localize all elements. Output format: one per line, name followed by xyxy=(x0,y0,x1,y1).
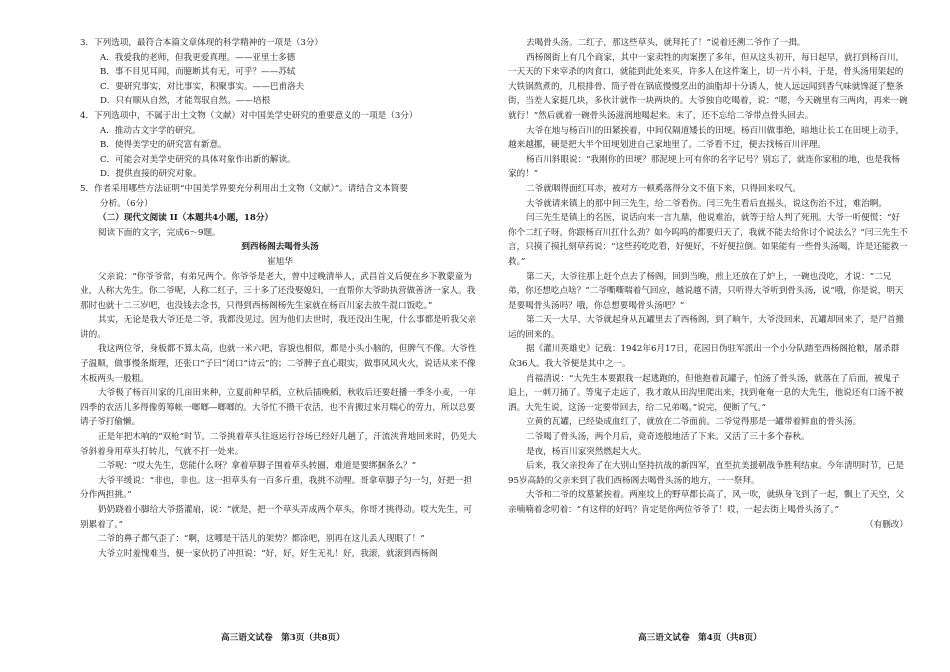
story-paragraph: 二爷就咽得面红耳赤，被对方一顿奚落得分文不值下来，只得回来叹气。 xyxy=(526,183,802,194)
question-5-line-1: 5．作者采用哪些方法证明“中国美学界要充分利用出土文物（文献）”。请结合文本简要 xyxy=(80,183,408,194)
section-heading: （二）现代文阅读 II（本题共4小题，18分） xyxy=(98,213,274,224)
question-4-option-c: C．可能会对美学史研究的具体对象作出新的解读。 xyxy=(100,154,296,165)
story-paragraph: 奶奶跷着小脚给大爷搭灌扇，说：“就是，把一个草头弄成两个草头，你哥才挑得动。哎大先生，可别累着了。” xyxy=(80,505,472,530)
story-paragraph: 正是年把木响的“双枪”时节。二爷挑着草头往返运行谷场已经好几趟了，汗流浃背地回来时，仍见大爷斜着身用草头打转儿，气就不打一处来。 xyxy=(80,432,477,457)
story-paragraph: 大爷平缓说：“非也，非也。这一担草头有一百多斤重，我挑不动哩。哥拿草脚子匀一匀，好把一担分作两担挑。” xyxy=(80,475,472,501)
story-paragraph: 大爷就请来镇上的那中间三先生，给二爷看伤。闫三先生看后直摇头，说这伤治不过，难治啊。 xyxy=(526,198,887,209)
page-footer-right: 高三语文试卷 第4页（共8页） xyxy=(638,633,762,643)
reading-instruction: 阅读下面的文字，完成6～9题。 xyxy=(98,227,221,238)
question-3-option-a: A．我爱我的老师，但我更爱真理。——亚里士多德 xyxy=(100,52,296,63)
question-4-option-d: D．提供直接的研究对象。 xyxy=(100,169,202,180)
left-column xyxy=(80,36,480,561)
story-paragraph: 立黄的瓦罐，已经染成血红了，就放在二爷面前。二爷觉得那是一罐带着鲜血的骨头汤。 xyxy=(526,417,862,428)
story-paragraph: 后来，我父亲投奔了在大别山坚持抗战的新四军，直至抗美援朝战争胜利结束。今年清明时节，已是95岁高龄的父亲来到了我们西杨阁去喝骨头汤的地方，一一祭拜。 xyxy=(508,461,905,486)
story-paragraph: 二爷呢：“哎大先生，您能什么呀？拿着草脚子围着草头转圈，难道是要绑捆条么？” xyxy=(98,461,417,472)
story-paragraph: 二爷的鼻子都气歪了：“啊，这哪是干活儿的架势？都涂吧，别再在这儿丢人现眼了！” xyxy=(98,534,425,545)
story-paragraph: 二爷喝了骨头汤，两个月后，竟奇迹般地活了下来。又活了三十多个春秋。 xyxy=(526,432,810,443)
story-paragraph: 据《灌川英雄史》记载：1942年6月17日，花园日伪驻军派出一个小分队踏至西杨阁抢粮，屠杀群众36人。我大爷便是其中之一。 xyxy=(508,344,900,370)
question-3-stem: 3．下列选项，最符合本篇文章体现的科学精神的一项是（3分） xyxy=(80,38,323,48)
story-paragraph: 大爷立时羞愧难当，便一家伙扔了冲担说：“好，好，好生无礼！好，我滚，就滚到西杨阁 xyxy=(98,548,438,559)
story-paragraph: 是夜，杨百川家突然燃起大火。 xyxy=(526,446,647,457)
story-paragraph: 杨百川斜眼说：“我刚你的田埂？那泥埂上可有你的名字记号？别忘了，就连你家租的地，也是我杨家的！” xyxy=(508,154,900,180)
story-paragraph: 西杨阁街上有几个商家，其中一家卖牲的肉案摆了多年，但从这头初开，每日起早，就打到杨百川，一天天的下来宰杀的肉食口，就能到此处来买，许多人在这件案上，切一片小料，于是，骨头汤用架起的大铁锅熬煮的，几根排骨、筒子骨在锅底慢慢烹出的油脂却十分诱人，使人远远闻到香气味就馋涎了整条街，当差人家挺几块，多伙计就作一块两块的。大爷独自吃喝着，说：“嗯，今天碗里有三两肉，再来一碗就行！”然后就着一碗骨头汤滋润地喝起来。末了，还不忘给二爷带点骨头回去。 xyxy=(508,52,908,121)
question-4-option-a: A．推动古文字学的研究。 xyxy=(100,125,201,136)
question-3-option-c: C．要研究事实，对比事实，积聚事实。——巴甫洛夫 xyxy=(100,81,305,92)
page-footer-left: 高三语文试卷 第3页（共8页） xyxy=(221,633,345,643)
question-3-option-b: B．事不目见耳闻，而臆断其有无，可乎？——苏轼 xyxy=(100,67,296,78)
question-4-stem: 4．下列选项中，不属于出土文物（文献）对中国美学史研究的重要意义的一项是（3分） xyxy=(80,110,418,121)
story-paragraph: 闫三先生是镇上的名医，说话向来一言九鼎，他说难治，就等于给人判了死刑。大爷一听便慌：“好你个二红子呀，你跟杨百川扛什么劲？如今呜呜的都要归天了，我就不能去给你讨个说法么？”闫三先生不言，只摸了摸扎刻草药说：“这些药吃吃看，好便好，不好便拉倒。如果能有一些骨头汤喝，许是还能救一救。” xyxy=(508,213,908,267)
story-paragraph: 肖福清说：“大先生本要跟我一起逃跑的，但他抱着瓦罐子，怕汤了骨头汤，就落在了后面，被鬼子追上，一刺刀捅了。等鬼子走远了，我才敢从田沟里爬出来，找到奄奄一息的大先生，他说还有口汤不被洒。大先生说，这汤一定要带回去，给二兄弟喝。”说完，便断了气。” xyxy=(508,373,904,413)
story-paragraph: 大爷在地与杨百川的田紧挨着，中间仅隔道矮长的田埂。杨百川做事绝，暗地让长工在田埂上动手，越来越挪，硬是把大半个田埂划进自己家地里了。二爷看不过，便去找杨百川评理。 xyxy=(508,125,905,151)
story-paragraph: 父亲说：“你爷爷常，有弟兄两个。你爷爷是老大，曾中过晚清举人，武昌首义后便在乡下教蒙童为业，人称大先生。你二爷呢，人称二红子，三十多了还没娶媳妇，一直帮你大爷助执营做善济一家人。我那时也就十二三岁吧，也没钱去念书，只得到西杨阁杨先生家就在杨百川家去放牛混口饭吃。” xyxy=(80,271,476,311)
story-paragraph: 第二天一大早，大爷就起身从瓦罐里去了西杨阁，到了晌午，大爷没回来，瓦罐却回来了，是尸首搬运的回来的。 xyxy=(508,315,905,340)
question-3-option-d: D．只有顺从自然，才能驾驭自然。——培根 xyxy=(100,96,271,107)
question-4-option-b: B．使得美学史的研究富有新意。 xyxy=(100,140,227,151)
question-5-line-2: 分析。（6分） xyxy=(100,198,153,209)
story-paragraph: 大爷和二爷的坟墓紧挨着。两座坟上的野草都长高了，风一吹，就纵身飞到了一起，飘上了天空，父亲喃喃着念叨着：“有这样的好吗？肯定是你两位爷爷了！哎，一起去街上喝骨头汤了。” xyxy=(508,490,905,515)
story-paragraph: 其实，无论是我大爷还是二爷，我都没见过。因为他们去世时，我还没出生呢，什么事都是听我父亲讲的。 xyxy=(80,315,477,340)
story-author: 崔旭华 xyxy=(267,256,293,267)
story-title: 到西杨阁去喝骨头汤 xyxy=(241,242,319,253)
story-paragraph: 第二天，大爷往那上赶个点去了杨阁，回到当晚，煎上还放在了炉上，一碗也没吃，才说：“二兄弟，你还想吃点啥？”二爷嘶嘶喘着气回应，越说越不清，只听得大爷听到骨头汤，说“哦，你是说，明天是要喝骨头汤吗？哦，你总想要喝骨头汤吧？” xyxy=(508,271,904,311)
edit-note: （有删改） xyxy=(865,519,908,530)
story-paragraph: 大爷极了杨百川家的几亩田来种，立夏前种早稻，立秋后插晚稻，秋收后还要赶播一季冬小麦，一年四季的农活儿多得像剪筹帐一啷啷—啷啷的。大爷忙不攒干农活，也不肯搬过来月喘心的劳力，所以总要请子爷打偷懒。 xyxy=(80,388,477,428)
right-column xyxy=(508,36,908,532)
story-paragraph: 去喝骨头汤。二红子，那这些草头，就拜托了！”说着还溯二爷作了一揖。 xyxy=(526,38,806,48)
story-paragraph: 我这两位爷，身板都不算太高，也就一米六吧，容貌也相似，都是小头小脑的，但脾气不像。大爷性子温顺，做事慢条斯理，还张口“子曰”闭口“诗云”的；二爷脾子直心眼实，做事风风火火，说话从来不像木板两头一般粗。 xyxy=(80,344,477,384)
